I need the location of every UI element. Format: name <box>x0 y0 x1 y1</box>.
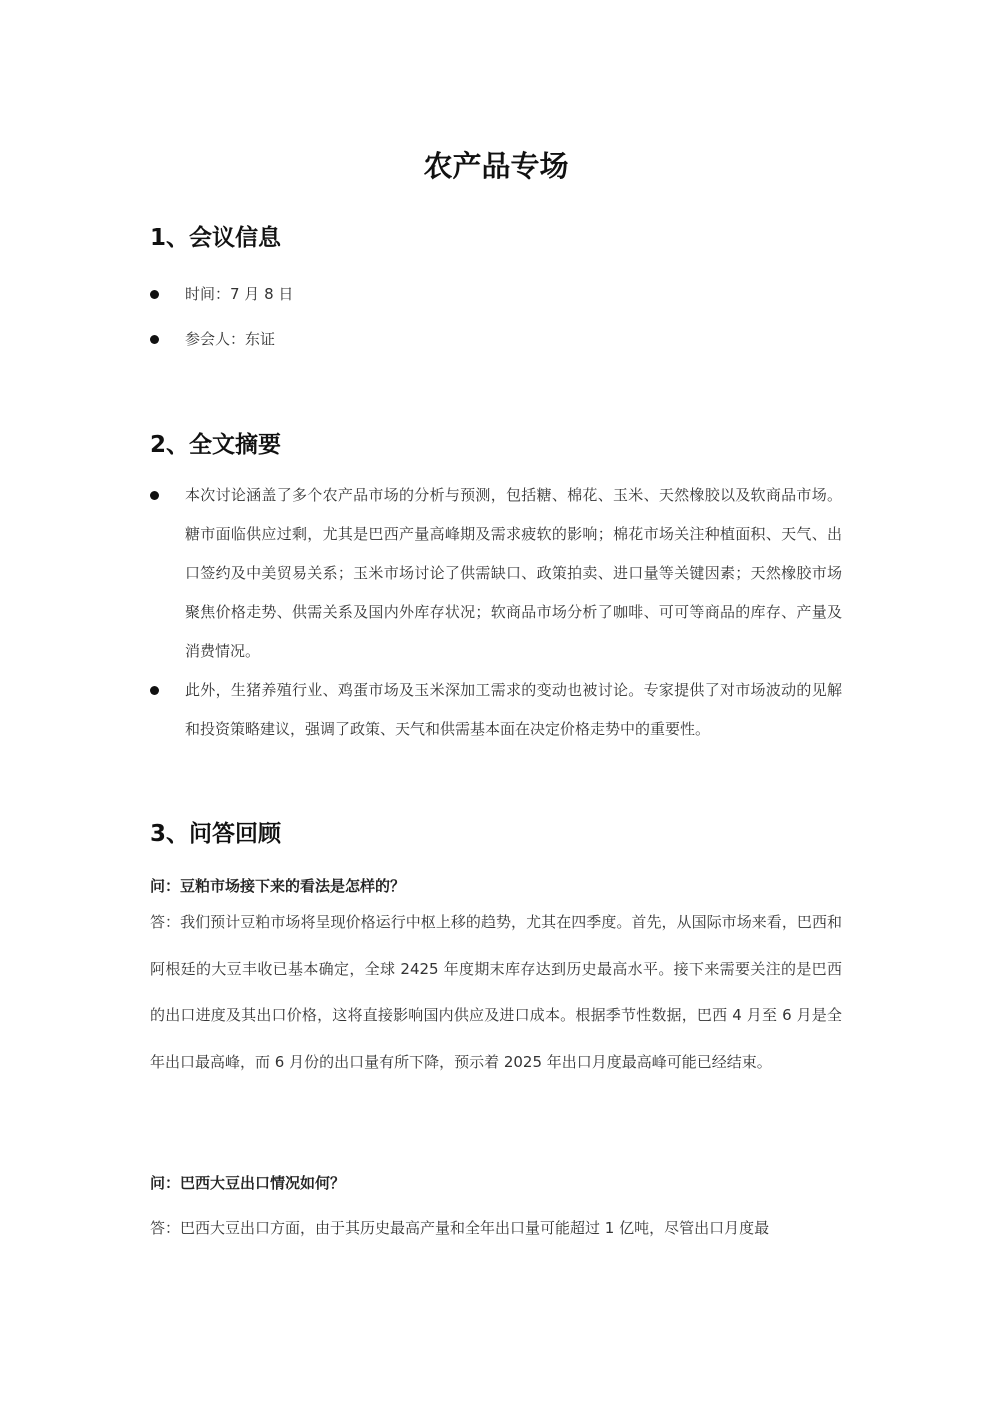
question-text: 问：巴西大豆出口情况如何？ <box>150 1174 346 1192</box>
question-text: 问：豆粕市场接下来的看法是怎样的？ <box>150 877 406 895</box>
section-heading-qa: 3、问答回顾 <box>150 821 282 847</box>
bullet-icon <box>150 290 159 299</box>
bullet-icon <box>150 335 159 344</box>
meeting-time: 时间：7 月 8 日 <box>185 285 294 303</box>
summary-paragraph: 本次讨论涵盖了多个农产品市场的分析与预测，包括糖、棉花、玉米、天然橡胶以及软商品市场。糖市面临供应过剩，尤其是巴西产量高峰期及需求疲软的影响；棉花市场关注种植面积、天气、出口签约及中美贸易关系；玉米市场讨论了供需缺口、政策拍卖、进口量等关键因素；天然橡胶市场聚焦价格走势、供需关系及国内外库存状况；软商品市场分析了咖啡、可可等商品的库存、产量及消费情况。 <box>185 486 842 660</box>
section-heading-summary: 2、全文摘要 <box>150 432 282 458</box>
bullet-icon <box>150 686 159 695</box>
list-item-attendees <box>150 320 842 359</box>
list-item-time <box>150 275 842 314</box>
meeting-attendees: 参会人：东证 <box>185 330 276 348</box>
page-title: 农产品专场 <box>423 149 569 183</box>
answer-text: 答：我们预计豆粕市场将呈现价格运行中枢上移的趋势，尤其在四季度。首先，从国际市场来看，巴西和阿根廷的大豆丰收已基本确定，全球 2425 年度期末库存达到历史最高水平。接下来需要关注的是巴西的出口进度及其出口价格，这将直接影响国内供应及进口成本。根据季节性数据，巴西 4 月至 6 月是全年出口最高峰，而 6 月份的出口量有所下降，预示着 2025 年出口月度最高峰可能已经结束。 <box>150 913 842 1071</box>
answer-text: 答：巴西大豆出口方面，由于其历史最高产量和全年出口量可能超过 1 亿吨，尽管出口月度最 <box>150 1219 770 1237</box>
list-item-summary-2 <box>150 671 842 749</box>
bullet-icon <box>150 491 159 500</box>
list-item-summary-1 <box>150 476 842 671</box>
section-heading-meeting-info: 1、会议信息 <box>150 225 282 251</box>
summary-paragraph: 此外，生猪养殖行业、鸡蛋市场及玉米深加工需求的变动也被讨论。专家提供了对市场波动的见解和投资策略建议，强调了政策、天气和供需基本面在决定价格走势中的重要性。 <box>185 681 842 738</box>
